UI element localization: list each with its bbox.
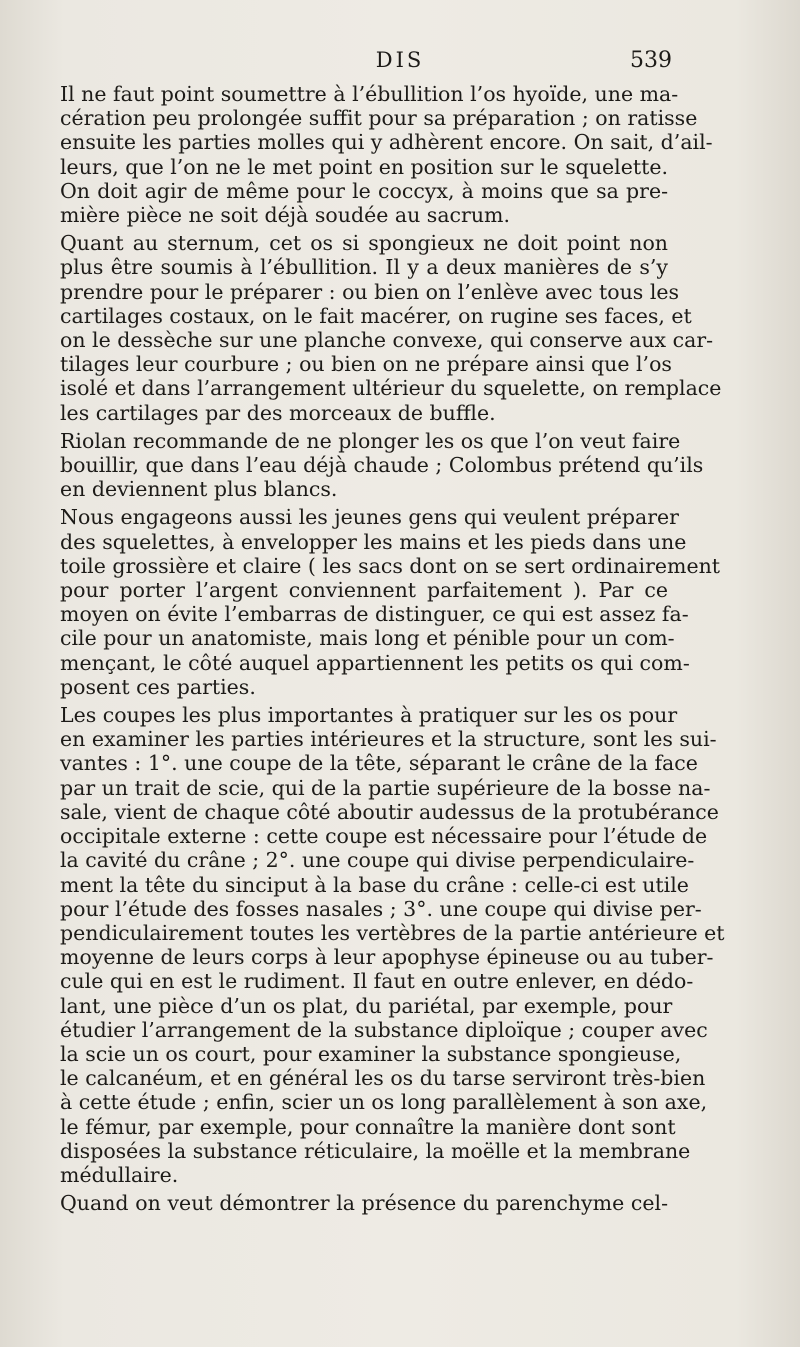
running-head: DIS bbox=[375, 48, 425, 72]
page-header bbox=[0, 44, 800, 76]
text-line: moyen on évite l’embarras de distinguer, ce qui est assez fa- bbox=[60, 602, 689, 627]
text-line: mençant, le côté auquel appartiennent les petits os qui com- bbox=[60, 650, 690, 675]
paragraph bbox=[32, 82, 713, 228]
text-line: cération peu prolongée suffit pour sa préparation ; on ratisse bbox=[60, 106, 698, 131]
text-line: ensuite les parties molles qui y adhèrent encore. On sait, d’ail- bbox=[60, 130, 713, 155]
text-line: ment la tête du sinciput à la base du crâne : celle-ci est utile bbox=[60, 872, 689, 897]
text-line: les cartilages par des morceaux de buffle. bbox=[60, 400, 496, 425]
text-line: Quant au sternum, cet os si spongieux ne doit point non bbox=[60, 231, 668, 256]
page-number: 539 bbox=[630, 48, 672, 73]
text-line: en examiner les parties intérieures et la structure, sont les sui- bbox=[60, 727, 717, 752]
text-line: cartilages costaux, on le fait macérer, on rugine ses faces, et bbox=[60, 303, 692, 328]
text-line: plus être soumis à l’ébullition. Il y a deux manières de s’y bbox=[60, 255, 668, 280]
text-line: lant, une pièce d’un os plat, du pariétal, par exemple, pour bbox=[60, 993, 673, 1018]
text-line: par un trait de scie, qui de la partie supérieure de la bosse na- bbox=[60, 775, 711, 800]
body-text bbox=[32, 82, 725, 1217]
text-line: le fémur, par exemple, pour connaître la manière dont sont bbox=[60, 1114, 676, 1139]
text-line: Quand on veut démontrer la présence du parenchyme cel- bbox=[60, 1191, 668, 1216]
text-line: Nous engageons aussi les jeunes gens qui veulent préparer bbox=[60, 505, 679, 530]
text-line: pendiculairement toutes les vertèbres de la partie antérieure et bbox=[60, 920, 725, 945]
text-line: prendre pour le préparer : ou bien on l’enlève avec tous les bbox=[60, 279, 680, 304]
paragraph bbox=[32, 505, 721, 699]
paragraph bbox=[32, 1191, 668, 1215]
paragraph bbox=[32, 428, 704, 502]
text-line: à cette étude ; enfin, scier un os long parallèlement à son axe, bbox=[60, 1090, 708, 1115]
text-line: étudier l’arrangement de la substance diploïque ; couper avec bbox=[60, 1017, 708, 1042]
text-line: mière pièce ne soit déjà soudée au sacrum. bbox=[60, 203, 510, 228]
text-line: leurs, que l’on ne le met point en position sur le squelette. bbox=[60, 154, 668, 179]
text-line: sale, vient de chaque côté aboutir audessus de la protubérance bbox=[60, 799, 719, 824]
paragraph bbox=[32, 231, 722, 425]
text-line: la cavité du crâne ; 2°. une coupe qui divise perpendiculaire- bbox=[60, 848, 695, 873]
text-line: le calcanéum, et en général les os du tarse serviront très-bien bbox=[60, 1066, 706, 1091]
text-line: médullaire. bbox=[60, 1162, 179, 1187]
text-line: toile grossière et claire ( les sacs dont on se sert ordinairement bbox=[60, 553, 721, 578]
text-line: Il ne faut point soumettre à l’ébullition l’os hyoïde, une ma- bbox=[60, 82, 679, 106]
text-line: vantes : 1°. une coupe de la tête, séparant le crâne de la face bbox=[60, 751, 698, 776]
text-line: pour l’étude des fosses nasales ; 3°. une coupe qui divise per- bbox=[60, 896, 702, 921]
text-line: pour porter l’argent conviennent parfaitement ). Par ce bbox=[60, 578, 668, 603]
text-line: posent ces parties. bbox=[60, 674, 256, 699]
text-line: isolé et dans l’arrangement ultérieur du squelette, on remplace bbox=[60, 376, 722, 401]
text-line: moyenne de leurs corps à leur apophyse épineuse ou au tuber- bbox=[60, 945, 714, 970]
text-line: On doit agir de même pour le coccyx, à moins que sa pre- bbox=[60, 178, 668, 203]
text-line: disposées la substance réticulaire, la moëlle et la membrane bbox=[60, 1138, 691, 1163]
text-line: des squelettes, à envelopper les mains et les pieds dans une bbox=[60, 529, 687, 554]
text-line: Les coupes les plus importantes à pratiquer sur les os pour bbox=[60, 703, 678, 728]
text-line: cile pour un anatomiste, mais long et pénible pour un com- bbox=[60, 626, 675, 651]
text-line: bouillir, que dans l’eau déjà chaude ; Colombus prétend qu’ils bbox=[60, 453, 704, 478]
paragraph bbox=[32, 703, 725, 1187]
text-line: tilages leur courbure ; ou bien on ne prépare ainsi que l’os bbox=[60, 352, 672, 377]
text-line: Riolan recommande de ne plonger les os que l’on veut faire bbox=[60, 428, 681, 453]
text-line: cule qui en est le rudiment. Il faut en outre enlever, en dédo- bbox=[60, 969, 694, 994]
text-line: en deviennent plus blancs. bbox=[60, 477, 338, 502]
text-line: occipitale externe : cette coupe est nécessaire pour l’étude de bbox=[60, 824, 708, 849]
text-line: la scie un os court, pour examiner la substance spongieuse, bbox=[60, 1041, 682, 1066]
text-line: on le dessèche sur une planche convexe, qui conserve aux car- bbox=[60, 328, 714, 353]
